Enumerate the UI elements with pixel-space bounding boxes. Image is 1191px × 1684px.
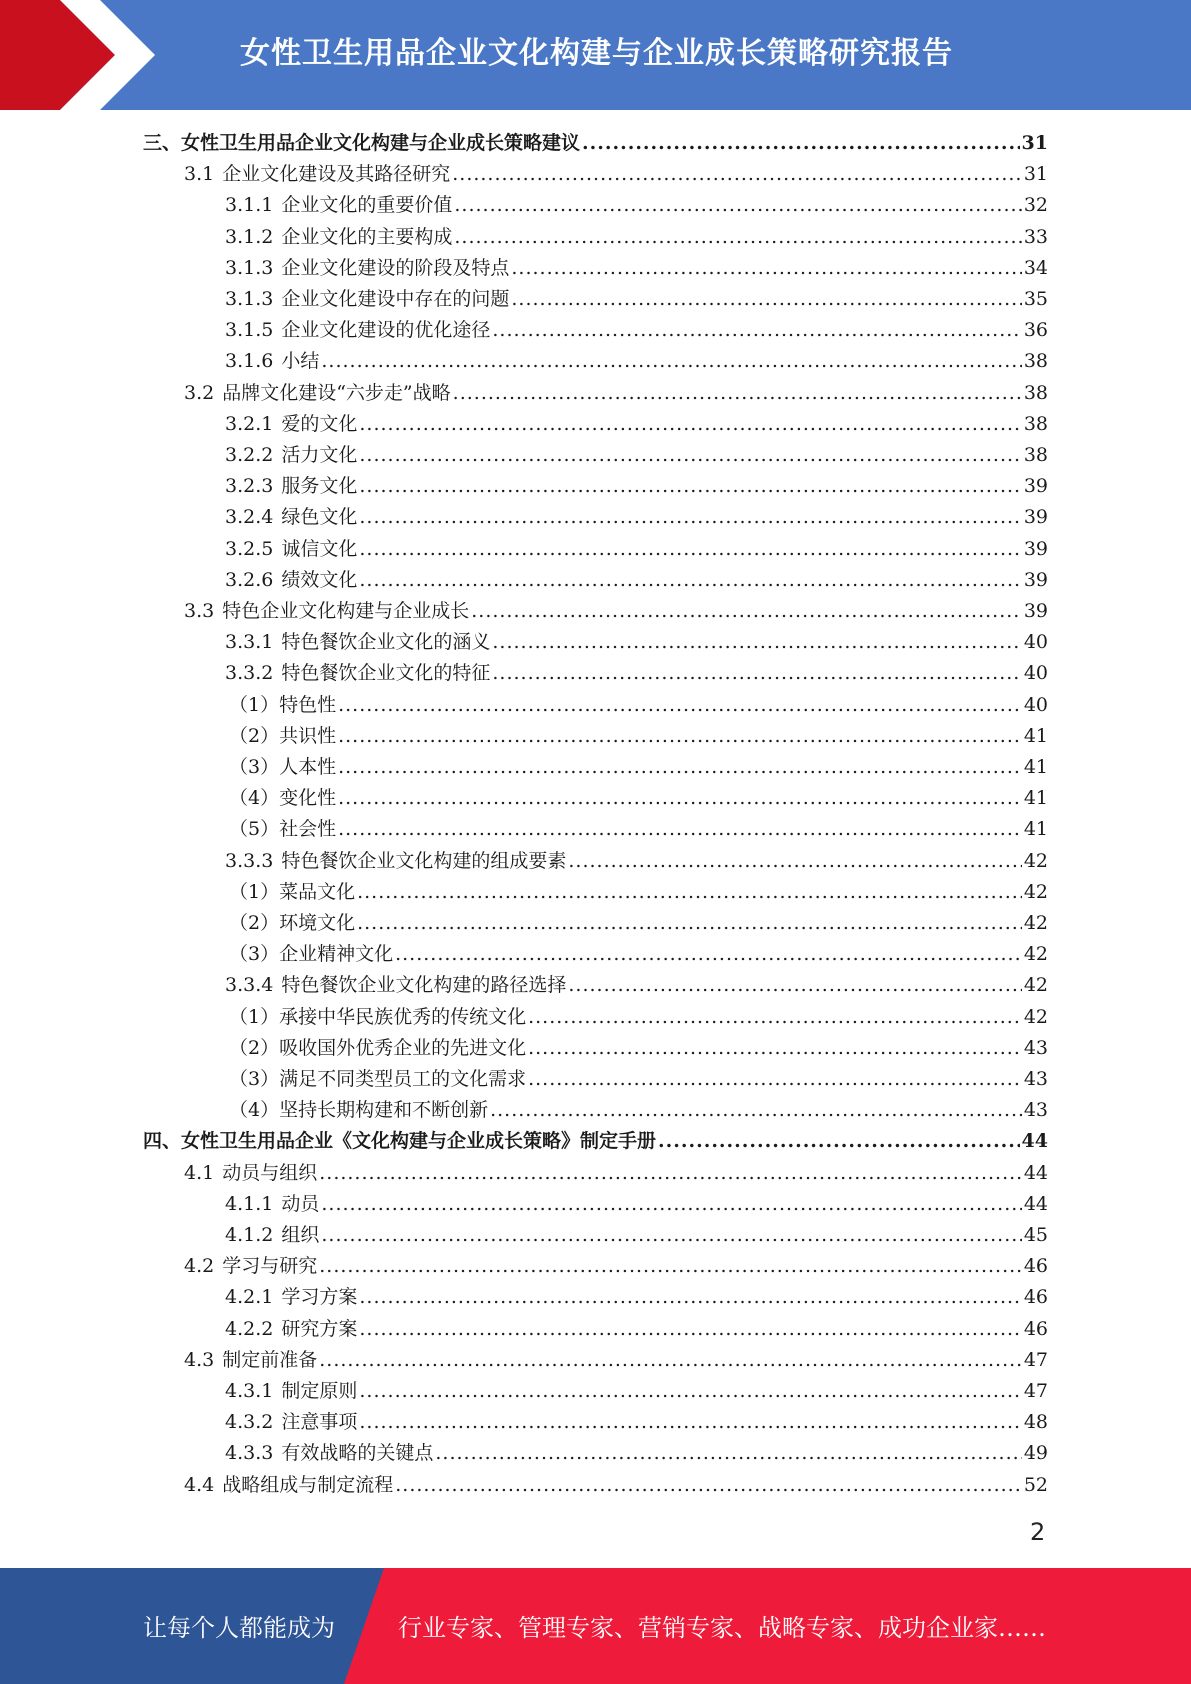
toc-entry[interactable] [229,1033,1048,1063]
toc-dot-leader [359,1314,1021,1344]
toc-dot-leader [492,315,1021,345]
toc-entry-page: 31 [1021,132,1048,154]
toc-entry-number: 3.1.6 [225,350,274,373]
toc-entry-number: 4.2.1 [225,1286,274,1309]
toc-entry[interactable] [229,1064,1048,1094]
toc-entry-title: 动员 [281,1192,320,1215]
toc-entry-page: 46 [1023,1286,1048,1309]
toc-dot-leader [511,284,1021,314]
toc-entry[interactable] [225,1407,1048,1437]
toc-entry-number: 4.3.1 [225,1380,274,1402]
toc-entry-title: （2）吸收国外优秀企业的先进文化 [229,1036,527,1059]
toc-entry-page: 39 [1023,568,1048,591]
toc-dot-leader [490,1095,1022,1125]
toc-entry[interactable] [225,970,1048,1000]
toc-entry[interactable] [225,1282,1048,1312]
report-title: 女性卫生用品企业文化构建与企业成长策略研究报告 [240,36,953,71]
toc-entry-title: 特色餐饮企业文化构建的路径选择 [281,974,567,997]
toc-entry-page: 38 [1023,412,1048,435]
toc-entry[interactable] [225,658,1048,688]
toc-entry-title: 三、女性卫生用品企业文化构建与企业成长策略建议 [143,132,581,154]
toc-entry-page: 44 [1021,1130,1048,1153]
toc-dot-leader [338,752,1022,782]
toc-entry-title: 企业文化建设的阶段及特点 [281,256,510,279]
toc-entry-page: 38 [1023,350,1048,373]
toc-entry-page: 34 [1023,256,1048,279]
toc-entry-title: 企业文化建设的优化途径 [281,319,491,342]
toc-entry-number: 4.4 [184,1473,215,1496]
toc-entry-number: 3.1 [184,163,215,186]
toc-entry-page: 47 [1023,1380,1048,1402]
toc-entry-number: 3.1.3 [225,256,274,279]
toc-entry[interactable] [225,315,1048,345]
toc-entry-title: 服务文化 [281,475,358,498]
toc-entry[interactable] [225,627,1048,657]
toc-dot-leader [528,1033,1022,1063]
toc-entry-title: （2）环境文化 [229,912,356,934]
toc-dot-leader [359,534,1021,564]
toc-entry-page: 42 [1023,849,1048,872]
toc-entry-title: 特色餐饮企业文化的涵义 [281,631,491,654]
toc-dot-leader [319,1251,1022,1281]
toc-entry[interactable] [184,596,1048,626]
toc-entry-page: 39 [1023,475,1048,498]
toc-entry-page: 46 [1023,1317,1048,1340]
toc-entry[interactable] [229,1002,1048,1032]
toc-entry-title: 诚信文化 [281,537,358,560]
toc-entry[interactable] [225,1189,1048,1219]
toc-entry-page: 41 [1023,756,1048,778]
toc-entry-page: 47 [1023,1348,1048,1371]
toc-entry-page: 39 [1023,600,1048,622]
toc-entry-page: 40 [1023,662,1048,685]
toc-dot-leader [321,346,1021,376]
toc-entry-title: 绩效文化 [281,568,358,591]
toc-entry[interactable] [229,690,1048,720]
toc-entry-title: 学习方案 [281,1286,358,1309]
toc-entry-title: 特色企业文化构建与企业成长 [222,600,470,622]
toc-entry-page: 31 [1023,163,1048,186]
toc-entry-title: 爱的文化 [281,412,358,435]
toc-entry-title: （3）人本性 [229,756,337,778]
toc-entry[interactable] [225,1220,1048,1250]
toc-entry-number: 3.3 [184,600,215,622]
toc-dot-leader [359,1407,1021,1437]
toc-entry-title: 战略组成与制定流程 [222,1473,394,1496]
toc-entry-title: 特色餐饮企业文化构建的组成要素 [281,849,567,872]
footer-banner [0,1568,1191,1684]
toc-entry-number: 3.2.5 [225,537,274,560]
toc-dot-leader [395,1470,1022,1500]
toc-dot-leader [319,1158,1022,1188]
toc-entry-number: 3.2.6 [225,568,274,591]
toc-entry-number: 3.1.2 [225,225,274,248]
toc-entry-page: 43 [1023,1099,1048,1122]
toc-entry-title: 组织 [281,1224,320,1246]
toc-dot-leader [359,471,1021,501]
toc-entry[interactable] [225,440,1048,470]
toc-dot-leader [452,159,1022,189]
toc-entry-title: 企业文化建设中存在的问题 [281,288,510,310]
toc-entry-page: 46 [1023,1255,1048,1278]
toc-dot-leader [492,627,1021,657]
toc-entry-page: 43 [1023,1036,1048,1059]
toc-entry-title: 绿色文化 [281,506,358,529]
toc-dot-leader [357,908,1022,938]
toc-entry[interactable] [225,502,1048,532]
toc-entry[interactable] [229,752,1048,782]
toc-entry-title: 品牌文化建设“六步走”战略 [222,381,451,404]
toc-entry[interactable] [225,846,1048,876]
toc-dot-leader [359,1282,1021,1312]
toc-dot-leader [321,1189,1021,1219]
toc-entry[interactable] [225,471,1048,501]
toc-entry-page: 36 [1023,319,1048,342]
toc-entry-number: 3.2.1 [225,412,274,435]
toc-entry[interactable] [225,1376,1048,1406]
toc-entry-number: 4.1 [184,1161,215,1184]
toc-entry-page: 41 [1023,787,1048,810]
toc-entry-number: 3.3.2 [225,662,274,685]
toc-dot-leader [528,1064,1022,1094]
toc-dot-leader [471,596,1022,626]
toc-entry[interactable] [225,284,1048,314]
toc-entry-number: 3.3.3 [225,849,274,872]
toc-entry-page: 42 [1023,1005,1048,1028]
footer-slogan-left: 让每个人都能成为 [143,1614,335,1642]
toc-entry[interactable] [184,1158,1048,1188]
toc-dot-leader [568,846,1021,876]
toc-entry-number: 3.2.2 [225,444,274,466]
header-banner [0,0,1191,110]
toc-entry-number: 4.1.1 [225,1192,274,1215]
toc-entry-number: 3.2 [184,381,215,404]
toc-dot-leader [357,877,1022,907]
toc-entry-title: 动员与组织 [222,1161,318,1184]
toc-dot-leader [338,814,1022,844]
toc-entry-page: 39 [1023,537,1048,560]
toc-entry-number: 3.2.4 [225,506,274,529]
toc-entry[interactable] [225,346,1048,376]
toc-entry-page: 52 [1023,1473,1048,1496]
toc-dot-leader [359,409,1021,439]
toc-entry-page: 42 [1023,974,1048,997]
toc-entry-title: （5）社会性 [229,818,337,841]
toc-entry-title: 制定前准备 [222,1348,318,1371]
toc-entry-title: 特色餐饮企业文化的特征 [281,662,491,685]
toc-entry-page: 49 [1023,1442,1048,1465]
toc-entry-page: 39 [1023,506,1048,529]
toc-entry-title: 企业文化建设及其路径研究 [222,163,451,186]
toc-entry-page: 40 [1023,631,1048,654]
toc-dot-leader [359,1376,1021,1406]
toc-entry[interactable] [184,159,1048,189]
toc-entry[interactable] [229,721,1048,751]
toc-entry-number: 3.2.3 [225,475,274,498]
toc-entry-number: 4.3 [184,1348,215,1371]
toc-entry-page: 41 [1023,818,1048,841]
toc-dot-leader [435,1438,1021,1468]
toc-entry-page: 42 [1023,912,1048,934]
toc-entry-number: 3.1.3 [225,288,274,310]
toc-entry-page: 43 [1023,1068,1048,1090]
toc-dot-leader [454,190,1021,220]
toc-dot-leader [395,939,1022,969]
toc-entry[interactable] [225,253,1048,283]
toc-entry-title: （3）企业精神文化 [229,943,394,966]
toc-dot-leader [359,565,1021,595]
toc-dot-leader [338,783,1022,813]
toc-dot-leader [319,1345,1022,1375]
toc-entry-title: （4）变化性 [229,787,337,810]
toc-entry[interactable] [229,783,1048,813]
toc-entry[interactable] [225,534,1048,564]
toc-entry-title: 企业文化的重要价值 [281,194,453,217]
toc-dot-leader [359,440,1021,470]
toc-dot-leader [321,1220,1021,1250]
toc-dot-leader [453,378,1022,408]
toc-entry-number: 3.1.1 [225,194,274,217]
footer-slogan-right: 行业专家、管理专家、营销专家、战略专家、成功企业家…… [398,1614,1046,1642]
toc-entry-page: 32 [1023,194,1048,217]
toc-entry[interactable] [225,565,1048,595]
toc-entry-number: 4.2.2 [225,1317,274,1340]
toc-dot-leader [528,1002,1022,1032]
toc-entry[interactable] [225,222,1048,252]
toc-dot-leader [338,690,1022,720]
toc-entry[interactable] [184,1251,1048,1281]
toc-entry-title: 制定原则 [281,1380,358,1402]
toc-entry-page: 38 [1023,444,1048,466]
toc-dot-leader [658,1126,1020,1156]
toc-entry[interactable] [225,409,1048,439]
toc-entry-title: （1）菜品文化 [229,880,356,903]
toc-dot-leader [568,970,1021,1000]
toc-entry-page: 48 [1023,1411,1048,1434]
toc-entry-number: 3.1.5 [225,319,274,342]
toc-entry-number: 4.1.2 [225,1224,274,1246]
toc-entry-number: 3.3.4 [225,974,274,997]
toc-entry[interactable] [184,1345,1048,1375]
toc-entry[interactable] [229,877,1048,907]
toc-entry[interactable] [143,128,1048,158]
toc-entry-title: （3）满足不同类型员工的文化需求 [229,1068,527,1090]
toc-dot-leader [492,658,1021,688]
toc-entry-page: 44 [1023,1161,1048,1184]
toc-entry-title: （1）特色性 [229,693,337,716]
toc-entry-number: 3.3.1 [225,631,274,654]
toc-entry-page: 44 [1023,1192,1048,1215]
toc-dot-leader [511,253,1021,283]
page-number: 2 [1030,1518,1046,1546]
toc-entry-title: 小结 [281,350,320,373]
toc-entry-page: 42 [1023,880,1048,903]
toc-entry-page: 42 [1023,943,1048,966]
toc-entry-page: 41 [1023,724,1048,747]
toc-entry-title: 注意事项 [281,1411,358,1434]
toc-entry-title: 研究方案 [281,1317,358,1340]
toc-entry-title: （1）承接中华民族优秀的传统文化 [229,1005,527,1028]
toc-entry-page: 35 [1023,288,1048,310]
toc-entry[interactable] [225,1314,1048,1344]
toc-entry-title: 学习与研究 [222,1255,318,1278]
toc-entry-page: 33 [1023,225,1048,248]
chevron-decoration-icon [0,0,160,110]
toc-dot-leader [582,128,1020,158]
toc-entry-title: 四、女性卫生用品企业《文化构建与企业成长策略》制定手册 [143,1130,657,1153]
toc-dot-leader [338,721,1022,751]
toc-entry[interactable] [229,908,1048,938]
toc-entry-title: 活力文化 [281,444,358,466]
toc-entry-title: 企业文化的主要构成 [281,225,453,248]
toc-entry-title: （4）坚持长期构建和不断创新 [229,1099,489,1122]
toc-entry[interactable] [229,814,1048,844]
toc-dot-leader [454,222,1021,252]
toc-entry-page: 40 [1023,693,1048,716]
toc-entry-page: 45 [1023,1224,1048,1246]
toc-entry-number: 4.3.2 [225,1411,274,1434]
toc-entry-title: （2）共识性 [229,724,337,747]
toc-entry[interactable] [184,1470,1048,1500]
toc-entry-number: 4.3.3 [225,1442,274,1465]
toc-entry[interactable] [143,1126,1048,1156]
toc-entry-number: 4.2 [184,1255,215,1278]
toc-entry-page: 38 [1023,381,1048,404]
toc-dot-leader [359,502,1021,532]
toc-entry-title: 有效战略的关键点 [281,1442,434,1465]
toc-entry[interactable] [229,939,1048,969]
toc-entry[interactable] [229,1095,1048,1125]
toc-entry[interactable] [184,378,1048,408]
toc-entry[interactable] [225,190,1048,220]
toc-entry[interactable] [225,1438,1048,1468]
